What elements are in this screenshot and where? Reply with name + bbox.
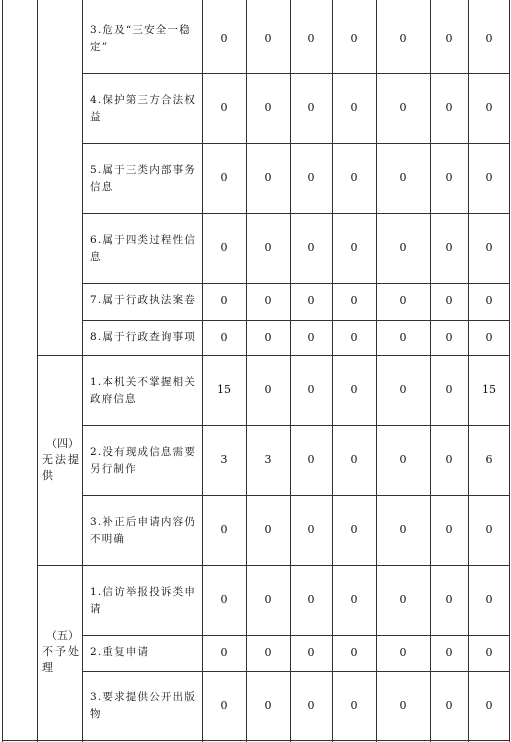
value-cell: 0 <box>445 101 453 114</box>
value-cell: 6 <box>485 453 493 466</box>
value-cell: 0 <box>220 646 228 659</box>
value-cell: 0 <box>220 699 228 712</box>
row-label <box>90 292 196 309</box>
value-cell: 0 <box>264 101 272 114</box>
value-cell: 0 <box>350 241 358 254</box>
row-label-line: 信息 <box>90 181 114 193</box>
value-cell: 0 <box>445 593 453 606</box>
value-cell: 0 <box>445 32 453 45</box>
value-cell: 0 <box>445 383 453 396</box>
divider-col-3 <box>202 0 203 742</box>
value-cell: 0 <box>264 294 272 307</box>
value-cell: 0 <box>485 331 493 344</box>
row-line <box>82 73 510 74</box>
row-label-line: 定” <box>90 41 109 53</box>
row-line <box>82 635 510 636</box>
value-cell: 3 <box>220 453 228 466</box>
table-bottom <box>2 740 510 741</box>
row-line <box>82 213 510 214</box>
value-cell: 0 <box>307 32 315 45</box>
value-cell: 0 <box>264 646 272 659</box>
group-label-line: 供 <box>42 469 53 482</box>
row-line <box>82 671 510 672</box>
value-cell: 0 <box>399 453 407 466</box>
value-cell: 0 <box>485 101 493 114</box>
value-cell: 0 <box>445 331 453 344</box>
row-label <box>90 644 149 661</box>
row-label-line: 3.补正后申请内容仍 <box>90 516 197 528</box>
row-label-line: 不明确 <box>90 533 126 545</box>
value-cell: 0 <box>445 294 453 307</box>
value-cell: 0 <box>350 453 358 466</box>
divider-col-7 <box>376 0 377 742</box>
value-cell: 0 <box>307 523 315 536</box>
row-label-line: 6.属于四类过程性信 <box>90 234 197 246</box>
value-cell: 0 <box>485 523 493 536</box>
value-cell: 0 <box>485 593 493 606</box>
value-cell: 0 <box>220 523 228 536</box>
value-cell: 0 <box>307 241 315 254</box>
row-label-line: 8.属于行政查询事项 <box>90 331 197 343</box>
value-cell: 0 <box>264 241 272 254</box>
value-cell: 0 <box>307 294 315 307</box>
value-cell: 0 <box>350 171 358 184</box>
value-cell: 0 <box>399 331 407 344</box>
row-label <box>90 584 196 618</box>
value-cell: 0 <box>220 171 228 184</box>
value-cell: 0 <box>399 699 407 712</box>
value-cell: 0 <box>399 646 407 659</box>
value-cell: 0 <box>350 699 358 712</box>
value-cell: 0 <box>220 294 228 307</box>
row-label-line: 请 <box>90 603 102 615</box>
divider-col-1 <box>37 0 38 742</box>
value-cell: 0 <box>399 241 407 254</box>
row-label-line: 4.保护第三方合法权 <box>90 94 197 106</box>
group-label-buyuchuli <box>42 628 82 676</box>
group-label-wufatigong <box>42 436 82 484</box>
row-label <box>90 329 196 346</box>
value-cell: 0 <box>485 241 493 254</box>
row-label-line: 1.信访举报投诉类申 <box>90 586 197 598</box>
row-label <box>90 92 196 126</box>
divider-col-4 <box>246 0 247 742</box>
value-cell: 0 <box>350 523 358 536</box>
value-cell: 0 <box>220 101 228 114</box>
value-cell: 0 <box>399 171 407 184</box>
row-label-line: 3.要求提供公开出版 <box>90 691 197 703</box>
value-cell: 0 <box>445 523 453 536</box>
value-cell: 0 <box>307 331 315 344</box>
value-cell: 0 <box>220 593 228 606</box>
row-label-line: 息 <box>90 251 102 263</box>
value-cell: 0 <box>350 383 358 396</box>
value-cell: 0 <box>399 383 407 396</box>
border-left <box>2 0 3 742</box>
value-cell: 0 <box>307 383 315 396</box>
value-cell: 0 <box>307 101 315 114</box>
group-line <box>37 565 510 566</box>
row-label-line: 另行制作 <box>90 463 137 475</box>
value-cell: 0 <box>445 453 453 466</box>
value-cell: 0 <box>220 32 228 45</box>
value-cell: 0 <box>220 331 228 344</box>
row-line <box>82 425 510 426</box>
value-cell: 0 <box>264 699 272 712</box>
divider-col-6 <box>332 0 333 742</box>
row-line <box>82 320 510 321</box>
value-cell: 0 <box>399 294 407 307</box>
row-line <box>82 283 510 284</box>
value-cell: 0 <box>307 453 315 466</box>
row-label <box>90 232 196 266</box>
group-label-line: 不予处 <box>42 645 81 658</box>
value-cell: 0 <box>307 171 315 184</box>
value-cell: 0 <box>485 699 493 712</box>
row-line <box>82 143 510 144</box>
value-cell: 0 <box>350 294 358 307</box>
group-line <box>37 355 510 356</box>
value-cell: 0 <box>399 593 407 606</box>
value-cell: 0 <box>445 646 453 659</box>
value-cell: 0 <box>485 171 493 184</box>
value-cell: 0 <box>264 383 272 396</box>
group-label-line: （五） <box>46 629 79 642</box>
value-cell: 0 <box>350 646 358 659</box>
value-cell: 3 <box>264 453 272 466</box>
value-cell: 0 <box>445 241 453 254</box>
value-cell: 0 <box>350 331 358 344</box>
value-cell: 0 <box>399 523 407 536</box>
border-right <box>509 0 510 742</box>
value-cell: 15 <box>482 383 496 396</box>
value-cell: 0 <box>264 32 272 45</box>
row-label-line: 1.本机关不掌握相关 <box>90 376 197 388</box>
row-label <box>90 22 191 56</box>
row-label <box>90 444 196 478</box>
value-cell: 0 <box>445 699 453 712</box>
row-label <box>90 514 196 548</box>
row-label-line: 益 <box>90 111 102 123</box>
group-label-line: （四） <box>46 437 79 450</box>
row-label-line: 3.危及“三安全一稳 <box>90 24 191 36</box>
value-cell: 0 <box>350 593 358 606</box>
value-cell: 0 <box>445 171 453 184</box>
row-label <box>90 689 196 723</box>
value-cell: 0 <box>307 593 315 606</box>
value-cell: 0 <box>485 32 493 45</box>
value-cell: 0 <box>399 101 407 114</box>
row-label <box>90 162 196 196</box>
value-cell: 0 <box>307 699 315 712</box>
row-label-line: 7.属于行政执法案卷 <box>90 294 197 306</box>
value-cell: 0 <box>264 523 272 536</box>
group-label-line: 理 <box>42 661 53 674</box>
row-label-line: 政府信息 <box>90 393 137 405</box>
value-cell: 0 <box>264 171 272 184</box>
row-label-line: 2.重复申请 <box>90 646 150 658</box>
row-line <box>82 495 510 496</box>
row-label-line: 物 <box>90 708 102 720</box>
divider-col-2 <box>82 0 83 742</box>
value-cell: 0 <box>264 593 272 606</box>
value-cell: 0 <box>350 101 358 114</box>
value-cell: 0 <box>307 646 315 659</box>
value-cell: 0 <box>264 331 272 344</box>
row-label <box>90 374 196 408</box>
value-cell: 15 <box>217 383 231 396</box>
value-cell: 0 <box>485 294 493 307</box>
value-cell: 0 <box>220 241 228 254</box>
row-label-line: 5.属于三类内部事务 <box>90 164 197 176</box>
row-label-line: 2.没有现成信息需要 <box>90 446 197 458</box>
value-cell: 0 <box>399 32 407 45</box>
group-label-line: 无法提 <box>42 453 81 466</box>
value-cell: 0 <box>350 32 358 45</box>
value-cell: 0 <box>485 646 493 659</box>
